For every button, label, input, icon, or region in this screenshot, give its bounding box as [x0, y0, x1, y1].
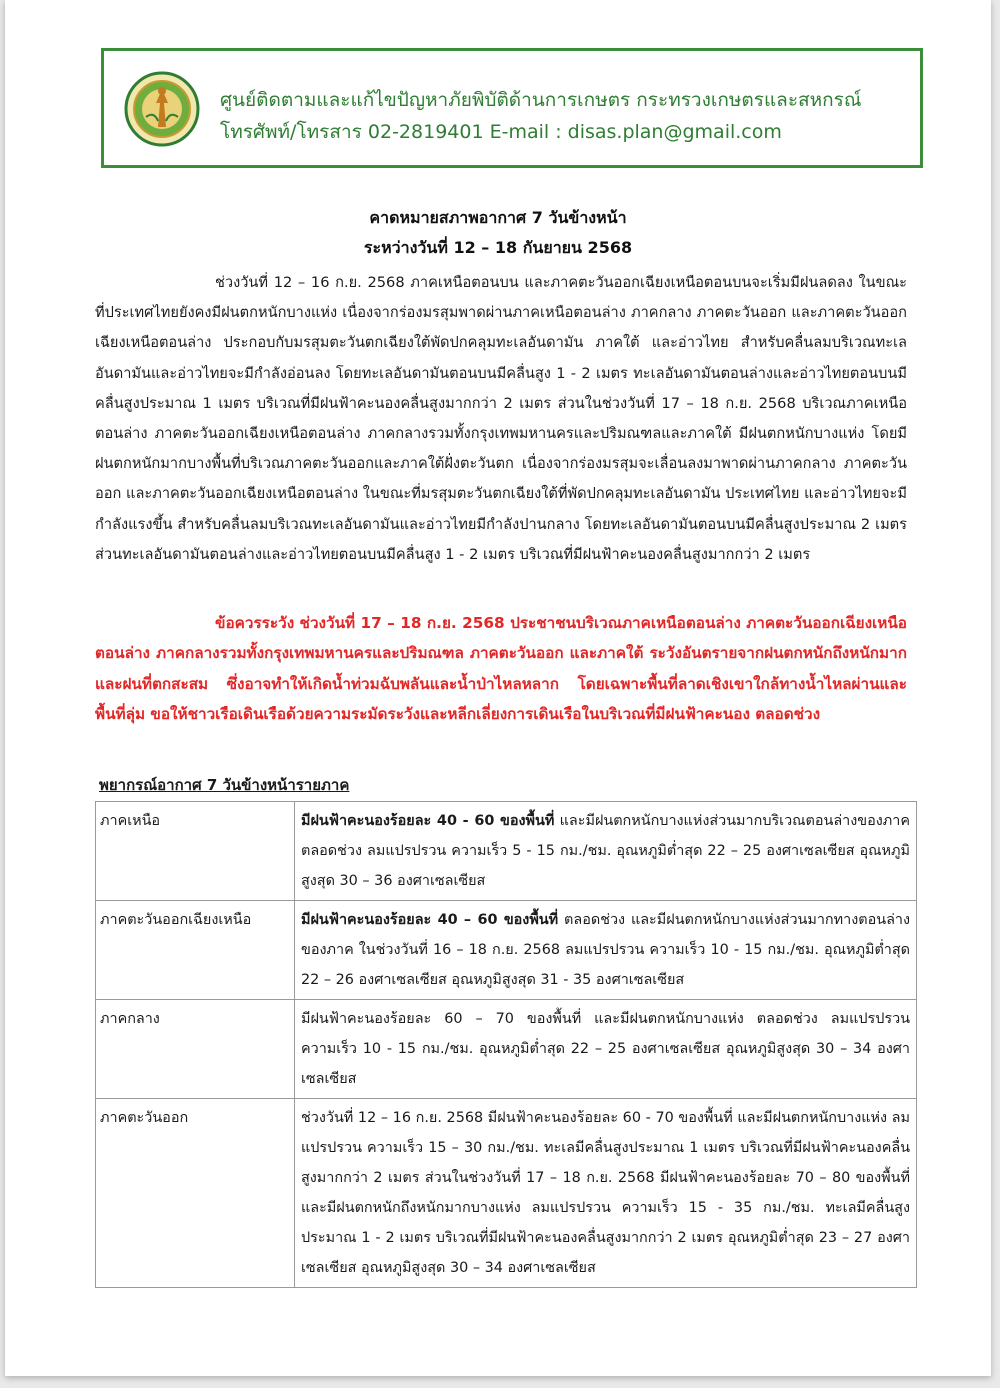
region-forecast-text: และมีฝนตกหนักบางแห่งส่วนมากบริเวณตอนล่างของภาค ตลอดช่วง ลมแปรปรวน ความเร็ว 5 - 15 กม./ชม. อุณหภูมิต่ำสุด 22 – 25 องศาเซลเซียส อุณหภูมิสูงสุด 30 – 36 องศาเซลเซียส [301, 813, 910, 889]
document-date-range: ระหว่างวันที่ 12 – 18 กันยายน 2568 [363, 238, 633, 257]
table-row [96, 901, 917, 1000]
header-agency-name: ศูนย์ติดตามและแก้ไขปัญหาภัยพิบัติด้านการเกษตร กระทรวงเกษตรและสหกรณ์ [220, 89, 862, 111]
region-forecast-lead: มีฝนฟ้าคะนองร้อยละ 40 - 60 ของพื้นที่ [301, 813, 555, 829]
region-forecast [295, 1099, 917, 1288]
table-row [96, 802, 917, 901]
regional-forecast-title: พยากรณ์อากาศ 7 วันข้างหน้ารายภาค [99, 776, 350, 794]
table-row [96, 1099, 917, 1288]
region-forecast-text: ช่วงวันที่ 12 – 16 ก.ย. 2568 มีฝนฟ้าคะนองร้อยละ 60 - 70 ของพื้นที่ และมีฝนตกหนักบางแห่ง ลมแปรปรวน ความเร็ว 15 – 30 กม./ชม. ทะเลมีคลื่นสูงประมาณ 1 เมตร บริเวณที่มีฝนฟ้าคะนองคลื่นสูงมากกว่า 2 เมตร ส่วนในช่วงวันที่ 17 – 18 ก.ย. 2568 มีฝนฟ้าคะนองร้อยละ 70 – 80 ของพื้นที่ และมีฝนตกหนักถึงหนักมากบางแห่ง ลมแปรปรวน ความเร็ว 15 - 35 กม./ชม. ทะเลมีคลื่นสูงประมาณ 1 - 2 เมตร บริเวณที่มีฝนฟ้าคะนองคลื่นสูงมากกว่า 2 เมตร อุณหภูมิต่ำสุด 23 – 27 องศาเซลเซียส อุณหภูมิสูงสุด 30 – 34 องศาเซลเซียส [301, 1110, 910, 1276]
regional-forecast-table [95, 801, 917, 1288]
header-box [101, 48, 923, 168]
forecast-summary-paragraph: ช่วงวันที่ 12 – 16 ก.ย. 2568 ภาคเหนือตอนบน และภาคตะวันออกเฉียงเหนือตอนบนจะเริ่มมีฝนลดลง ในขณะที่ประเทศไทยยังคงมีฝนตกหนักบางแห่ง เนื่องจากร่องมรสุมพาดผ่านภาคเหนือตอนล่าง ภาคกลาง ภาคตะวันออก และภาคตะวันออกเฉียงเหนือตอนล่าง ประกอบกับมรสุมตะวันตกเฉียงใต้พัดปกคลุมทะเลอันดามัน ภาคใต้ และอ่าวไทย สำหรับคลื่นลมบริเวณทะเลอันดามันและอ่าวไทยจะมีกำลังอ่อนลง โดยทะเลอันดามันตอนบนมีคลื่นสูง 1 - 2 เมตร ทะเลอันดามันตอนล่างและอ่าวไทยตอนบนมีคลื่นสูงประมาณ 1 เมตร บริเวณที่มีฝนฟ้าคะนองคลื่นสูงมากกว่า 2 เมตร ส่วนในช่วงวันที่ 17 – 18 ก.ย. 2568 บริเวณภาคเหนือตอนล่าง ภาคตะวันออกเฉียงเหนือตอนล่าง ภาคกลางรวมทั้งกรุงเทพมหานครและปริมณฑลและภาคใต้ มีฝนตกหนักบางแห่ง โดยมีฝนตกหนักมากบางพื้นที่บริเวณภาคตะวันออกและภาคใต้ฝั่งตะวันตก เนื่องจากร่องมรสุมจะเลื่อนลงมาพาดผ่านภาคกลาง ภาคตะวันออก และภาคตะวันออกเฉียงเหนือตอนล่าง ในขณะที่มรสุมตะวันตกเฉียงใต้ที่พัดปกคลุมทะเลอันดามัน ประเทศไทย และอ่าวไทยจะมีกำลังแรงขึ้น สำหรับคลื่นลมบริเวณทะเลอันดามันและอ่าวไทยมีกำลังปานกลาง โดยทะเลอันดามันตอนบนมีคลื่นสูงประมาณ 2 เมตร ส่วนทะเลอันดามันตอนล่างและอ่าวไทยตอนบนมีคลื่นสูง 1 - 2 เมตร บริเวณที่มีฝนฟ้าคะนองคลื่นสูงมากกว่า 2 เมตร [95, 274, 907, 563]
region-name: ภาคเหนือ [96, 802, 295, 901]
document-page [5, 0, 991, 1376]
region-forecast [295, 1000, 917, 1099]
region-forecast [295, 802, 917, 901]
table-row [96, 1000, 917, 1099]
document-title: คาดหมายสภาพอากาศ 7 วันข้างหน้า [369, 208, 627, 227]
region-forecast-text: มีฝนฟ้าคะนองร้อยละ 60 – 70 ของพื้นที่ และมีฝนตกหนักบางแห่ง ตลอดช่วง ลมแปรปรวน ความเร็ว 10 - 15 กม./ชม. อุณหภูมิต่ำสุด 22 – 25 องศาเซลเซียส อุณหภูมิสูงสุด 30 – 34 องศาเซลเซียส [301, 1011, 910, 1087]
ministry-emblem-icon [124, 71, 200, 147]
region-name: ภาคกลาง [96, 1000, 295, 1099]
warning-paragraph: ข้อควรระวัง ช่วงวันที่ 17 – 18 ก.ย. 2568 ประชาชนบริเวณภาคเหนือตอนล่าง ภาคตะวันออกเฉียงเหนือตอนล่าง ภาคกลางรวมทั้งกรุงเทพมหานครและปริมณฑล ภาคตะวันออก และภาคใต้ ระวังอันตรายจากฝนตกหนักถึงหนักมากและฝนที่ตกสะสม ซึ่งอาจทำให้เกิดน้ำท่วมฉับพลันและน้ำป่าไหลหลาก โดยเฉพาะพื้นที่ลาดเชิงเขาใกล้ทางน้ำไหลผ่านและพื้นที่ลุ่ม ขอให้ชาวเรือเดินเรือด้วยความระมัดระวังและหลีกเลี่ยงการเดินเรือในบริเวณที่มีฝนฟ้าคะนอง ตลอดช่วง [95, 614, 907, 724]
header-contact: โทรศัพท์/โทรสาร 02-2819401 E-mail : disas.plan@gmail.com [220, 121, 782, 143]
region-name: ภาคตะวันออกเฉียงเหนือ [96, 901, 295, 1000]
region-forecast [295, 901, 917, 1000]
region-name: ภาคตะวันออก [96, 1099, 295, 1288]
region-forecast-text: ตลอดช่วง และมีฝนตกหนักบางแห่งส่วนมากทางตอนล่างของภาค ในช่วงวันที่ 16 – 18 ก.ย. 2568 ลมแปรปรวน ความเร็ว 10 - 15 กม./ชม. อุณหภูมิต่ำสุด 22 – 26 องศาเซลเซียส อุณหภูมิสูงสุด 31 - 35 องศาเซลเซียส [301, 912, 910, 988]
region-forecast-lead: มีฝนฟ้าคะนองร้อยละ 40 – 60 ของพื้นที่ [301, 912, 559, 928]
